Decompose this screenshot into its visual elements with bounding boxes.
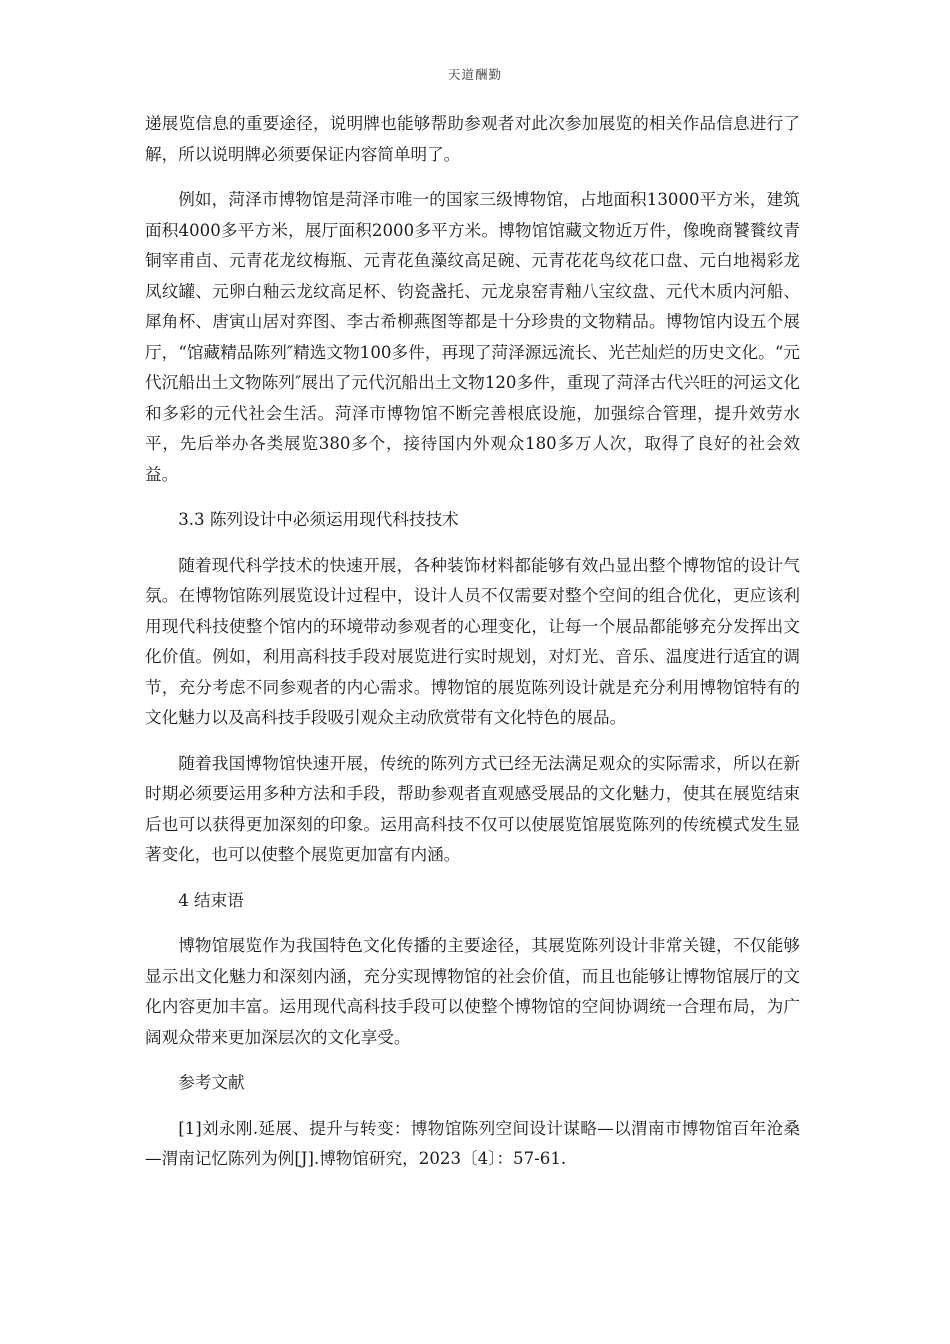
reference-item: [1]刘永刚.延展、提升与转变：博物馆陈列空间设计谋略—以渭南市博物馆百年沧桑—渭南记忆陈列为例[J].博物馆研究，2023〔4〕：57-61. bbox=[145, 1118, 800, 1168]
section-3-3-paragraph-2: 随着我国博物馆快速开展，传统的陈列方式已经无法满足观众的实际需求，所以在新时期必须要运用多种方法和手段，帮助参观者直观感受展品的文化魅力，使其在展览结束后也可以获得更加深刻的印象。运用高科技不仅可以使展览馆展览陈列的传统模式发生显著变化，也可以使整个展览更加富有内涵。 bbox=[145, 753, 800, 864]
section-heading-4: 4 结束语 bbox=[178, 890, 244, 910]
document-body bbox=[145, 109, 800, 1190]
references-heading: 参考文献 bbox=[178, 1073, 245, 1092]
continued-paragraph: 递展览信息的重要途径，说明牌也能够帮助参观者对此次参加展览的相关作品信息进行了解，所以说明牌必须要保证内容简单明了。 bbox=[145, 114, 800, 164]
section-heading-3-3: 3.3 陈列设计中必须运用现代科技技术 bbox=[178, 510, 459, 529]
conclusion-paragraph: 博物馆展览作为我国特色文化传播的主要途径，其展览陈列设计非常关键，不仅能够显示出文化魅力和深刻内涵，充分实现博物馆的社会价值，而且也能够让博物馆展厅的文化内容更加丰富。运用现代高科技手段可以使整个博物馆的空间协调统一合理布局，为广阔观众带来更加深层次的文化享受。 bbox=[145, 936, 800, 1047]
section-3-3-paragraph-1: 随着现代科学技术的快速开展，各种装饰材料都能够有效凸显出整个博物馆的设计气氛。在博物馆陈列展览设计过程中，设计人员不仅需要对整个空间的组合优化，更应该利用现代科技使整个馆内的环境带动参观者的心理变化，让每一个展品都能够充分发挥出文化价值。例如，利用高科技手段对展览进行实时规划，对灯光、音乐、温度进行适宜的调节，充分考虑不同参观者的内心需求。博物馆的展览陈列设计就是充分利用博物馆特有的文化魅力以及高科技手段吸引观众主动欣赏带有文化特色的展品。 bbox=[145, 555, 800, 727]
museum-example-paragraph: 例如，菏泽市博物馆是菏泽市唯一的国家三级博物馆，占地面积13000平方米，建筑面积4000多平方米，展厅面积2000多平方米。博物馆馆藏文物近万件，像晚商饕餮纹青铜宰甫卣、元青花龙纹梅瓶、元青花鱼藻纹高足碗、元青花花鸟纹花口盘、元白地褐彩龙凤纹罐、元卵白釉云龙纹高足杯、钧瓷盏托、元龙泉窑青釉八宝纹盘、元代木质内河船、犀角杯、唐寅山居对弈图、李古希柳燕图等都是十分珍贵的文物精品。博物馆内设五个展厅，“馆藏精品陈列″精选文物100多件，再现了菏泽源远流长、光芒灿烂的历史文化。“元代沉船出土文物陈列″展出了元代沉船出土文物120多件，重现了菏泽古代兴旺的河运文化和多彩的元代社会生活。菏泽市博物馆不断完善根底设施，加强综合管理，提升效劳水平，先后举办各类展览380多个，接待国内外观众180多万人次，取得了良好的社会效益。 bbox=[145, 190, 800, 484]
page-header: 天道酬勤 bbox=[447, 67, 502, 82]
